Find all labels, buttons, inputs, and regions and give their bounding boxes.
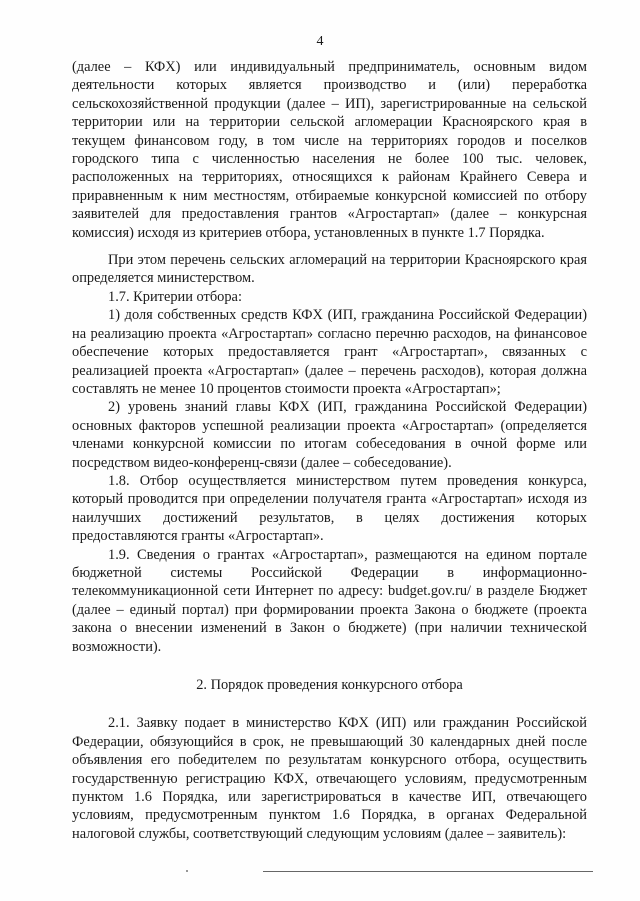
- paragraph-criterion-2: 2) уровень знаний главы КФХ (ИП, гражданина Российской Федерации) основных факторов успешной реализации проекта «Агростартап» (определяется членами конкурсной комиссии по итогам собеседования в очной форме или посредством видео-конференц-связи (далее – собеседование).: [72, 399, 587, 471]
- scan-speck: [186, 870, 188, 872]
- document-body: [72, 58, 587, 843]
- paragraph-2-1: 2.1. Заявку подает в министерство КФХ (ИП) или гражданин Российской Федерации, обязующийся в срок, не превышающий 30 календарных дней после объявления его победителем по результатам конкурсного отбора, осуществить государственную регистрацию КФХ, отвечающего условиям, предусмотренным пунктом 1.6 Порядка, или зарегистрироваться в качестве ИП, отвечающего условиям, предусмотренным пунктом 1.6 Порядка, в органах Федеральной налоговой службы, соответствующий следующим условиям (далее – заявитель):: [72, 715, 587, 842]
- paragraph-agglomerations: При этом перечень сельских агломераций на территории Красноярского края определяется министерством.: [72, 252, 587, 287]
- footer-rule: [263, 871, 593, 872]
- paragraph-1-8: 1.8. Отбор осуществляется министерством путем проведения конкурса, который проводится при определении получателя гранта «Агростартап» исходя из наилучших достижений результатов, в целях достижения которых предоставляются гранты «Агростартап».: [72, 472, 587, 545]
- paragraph-continuation: (далее – КФХ) или индивидуальный предприниматель, основным видом деятельности которых является производство и (или) переработка сельскохозяйственной продукции (далее – ИП), зарегистрированные на сельской территории или на территории сельской агломерации Красноярского края в текущем финансовом году, в том числе на территориях городов и поселков городского типа с численностью населения не более 100 тыс. человек, расположенных на территориях, относящихся к районам Крайнего Севера и приравненным к ним местностям, отбираемые конкурсной комиссией по отбору заявителей для предоставления грантов «Агростартап» (далее – конкурсная комиссия) исходя из критериев отбора, установленных в пункте 1.7 Порядка.: [72, 59, 587, 241]
- paragraph-1-9: 1.9. Сведения о грантах «Агростартап», размещаются на едином портале бюджетной системы Российской Федерации в информационно-телекоммуникационной сети Интернет по адресу: budget.gov.ru/ в разделе Бюджет (далее – единый портал) при формировании проекта Закона о бюджете (проекта закона о внесении изменений в Закон о бюджете) (при наличии технической возможности).: [72, 546, 587, 655]
- section-2-heading: 2. Порядок проведения конкурсного отбора: [196, 677, 463, 693]
- paragraph-selection-criteria: 1.7. Критерии отбора:: [108, 288, 242, 305]
- page-number: 4: [316, 34, 324, 49]
- paragraph-criterion-1: 1) доля собственных средств КФХ (ИП, гражданина Российской Федерации) на реализацию проекта «Агростартап» согласно перечню расходов, на финансовое обеспечение которых предоставляется грант «Агростартап», связанных с реализацией проекта «Агростартап» (далее – перечень расходов), которая должна составлять не менее 10 процентов стоимости проекта «Агростартап»;: [72, 307, 587, 397]
